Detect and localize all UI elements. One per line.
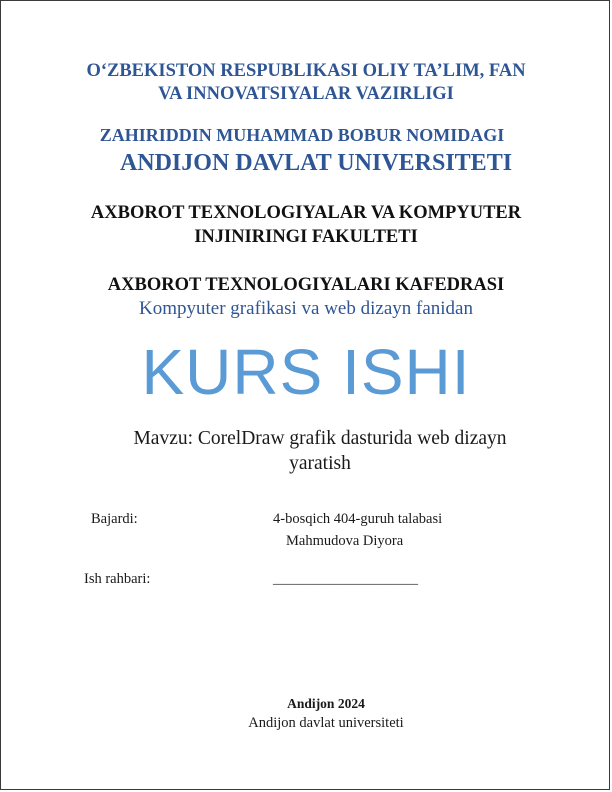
topic-line-1: Mavzu: CorelDraw grafik dasturida web dizayn bbox=[133, 428, 507, 449]
faculty-line-1: AXBOROT TEXNOLOGIYALAR VA KOMPYUTER bbox=[90, 203, 522, 223]
subject-name: Kompyuter grafikasi va web dizayn fanidan bbox=[139, 298, 473, 319]
university-name: ANDIJON DAVLAT UNIVERSITETI bbox=[119, 150, 513, 176]
performer-group: 4-bosqich 404-guruh talabasi bbox=[273, 511, 443, 527]
ministry-line-1: O‘ZBEKISTON RESPUBLIKASI OLIY TA’LIM, FAN bbox=[86, 61, 526, 81]
department-name: AXBOROT TEXNOLOGIYALARI KAFEDRASI bbox=[107, 275, 505, 295]
supervisor-label: Ish rahbari: bbox=[84, 571, 151, 587]
document-title: KURS ISHI bbox=[141, 336, 471, 408]
footer-city-year: Andijon 2024 bbox=[287, 696, 365, 711]
performer-label: Bajardi: bbox=[91, 511, 138, 527]
supervisor-signature-line: ____________________ bbox=[273, 571, 418, 587]
topic-line-2: yaratish bbox=[289, 453, 351, 474]
performer-name: Mahmudova Diyora bbox=[286, 533, 404, 549]
faculty-line-2: INJINIRINGI FAKULTETI bbox=[194, 227, 418, 247]
footer-institution: Andijon davlat universiteti bbox=[248, 715, 404, 731]
university-named-after: ZAHIRIDDIN MUHAMMAD BOBUR NOMIDAGI bbox=[99, 125, 505, 145]
ministry-line-2: VA INNOVATSIYALAR VAZIRLIGI bbox=[158, 84, 454, 104]
